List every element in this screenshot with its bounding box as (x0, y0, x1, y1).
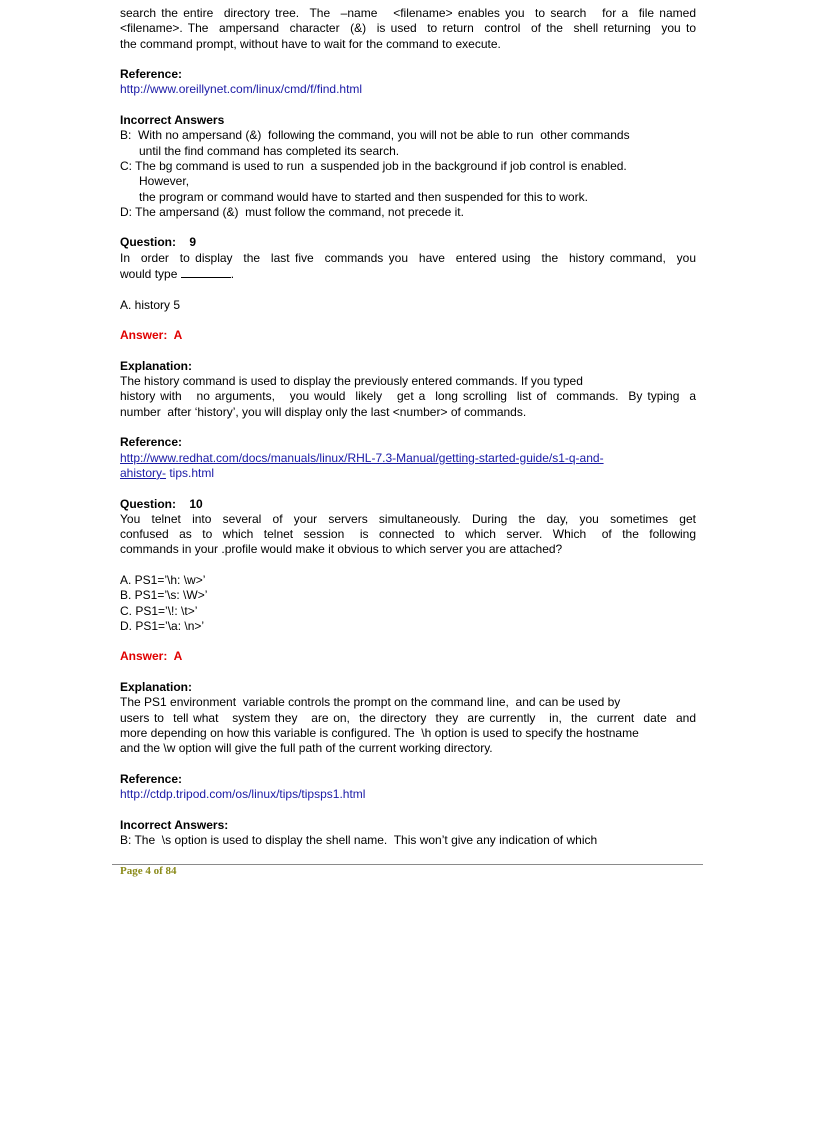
question-text (120, 266, 696, 282)
intro-line: search the entire directory tree. The –name <filename> enables you to search for a file named (120, 6, 696, 20)
explanation-text: and the \w option will give the full path of the current working directory. (120, 741, 493, 756)
incorrect-answer-c-cont: the program or command would have to started and then suspended for this to work. (139, 189, 588, 204)
reference-link-cont[interactable]: ahistory- (120, 465, 167, 480)
reference-link-tail[interactable]: tips.html (166, 465, 215, 480)
explanation-text: The PS1 environment variable controls the prompt on the command line, and can be used by (120, 695, 621, 710)
question-text-prefix: would type (120, 267, 181, 282)
question-heading: Question: 10 (120, 496, 203, 511)
explanation-text: users to tell what system they are on, the directory they are currently in, the current date and (120, 710, 696, 725)
reference-link[interactable]: http://www.oreillynet.com/linux/cmd/f/find.html (120, 82, 363, 97)
option-a: A. history 5 (120, 297, 181, 312)
option-a: A. PS1=’\h: \w>’ (120, 572, 206, 587)
incorrect-answer-b: B: With no ampersand (&) following the command, you will not be able to run other commands (120, 128, 630, 143)
incorrect-answer-b-cont: until the find command has completed its search. (139, 143, 400, 158)
explanation-text: The history command is used to display the previously entered commands. If you typed (120, 374, 583, 389)
incorrect-answers-heading: Incorrect Answers: (120, 817, 229, 832)
option-d: D. PS1=’\a: \n>’ (120, 618, 205, 633)
explanation-heading: Explanation: (120, 358, 193, 373)
incorrect-answer-d: D: The ampersand (&) must follow the command, not precede it. (120, 204, 464, 219)
question-text: You telnet into several of your servers simultaneously. During the day, you sometimes get (120, 511, 696, 526)
reference-link[interactable]: http://www.redhat.com/docs/manuals/linux/RHL-7.3-Manual/getting-started-guide/s1-q-and- (120, 450, 604, 465)
reference-heading: Reference: (120, 67, 183, 82)
answer-blank (181, 266, 231, 278)
answer-label: Answer: A (120, 328, 183, 343)
incorrect-answer-b: B: The \s option is used to display the shell name. This won’t give any indication of which (120, 833, 598, 848)
option-b: B. PS1=’\s: \W>’ (120, 588, 208, 603)
explanation-text: history with no arguments, you would likely get a long scrolling list of commands. By typing a (120, 389, 696, 404)
document-body (120, 6, 696, 848)
question-heading: Question: 9 (120, 235, 197, 250)
incorrect-answer-c: C: The bg command is used to run a suspended job in the background if job control is enabled. (120, 158, 627, 173)
intro-line: <filename>. The ampersand character (&) is used to return control of the shell returning you to (120, 21, 696, 36)
question-text: commands in your .profile would make it obvious to which server you are attached? (120, 542, 563, 557)
incorrect-answers-heading: Incorrect Answers (120, 113, 225, 128)
explanation-text: number after ‘history’, you will display only the last <number> of commands. (120, 404, 527, 419)
option-c: C. PS1=’\!: \t>’ (120, 603, 198, 618)
incorrect-answer-c-cont: However, (139, 174, 190, 189)
question-text-suffix: . (230, 267, 235, 282)
question-text: confused as to which telnet session is connected to which server. Which of the following (120, 527, 696, 542)
page-number: Page 4 of 84 (120, 865, 177, 877)
reference-heading: Reference: (120, 771, 183, 786)
explanation-heading: Explanation: (120, 680, 193, 695)
intro-line: the command prompt, without have to wait for the command to execute. (120, 36, 501, 51)
explanation-text: more depending on how this variable is configured. The \h option is used to specify the hostname (120, 725, 639, 740)
answer-label: Answer: A (120, 649, 183, 664)
question-text: In order to display the last five commands you have entered using the history command, you (120, 250, 696, 265)
footer-divider (112, 864, 703, 865)
reference-heading: Reference: (120, 435, 183, 450)
reference-link[interactable]: http://ctdp.tripod.com/os/linux/tips/tipsps1.html (120, 787, 366, 802)
